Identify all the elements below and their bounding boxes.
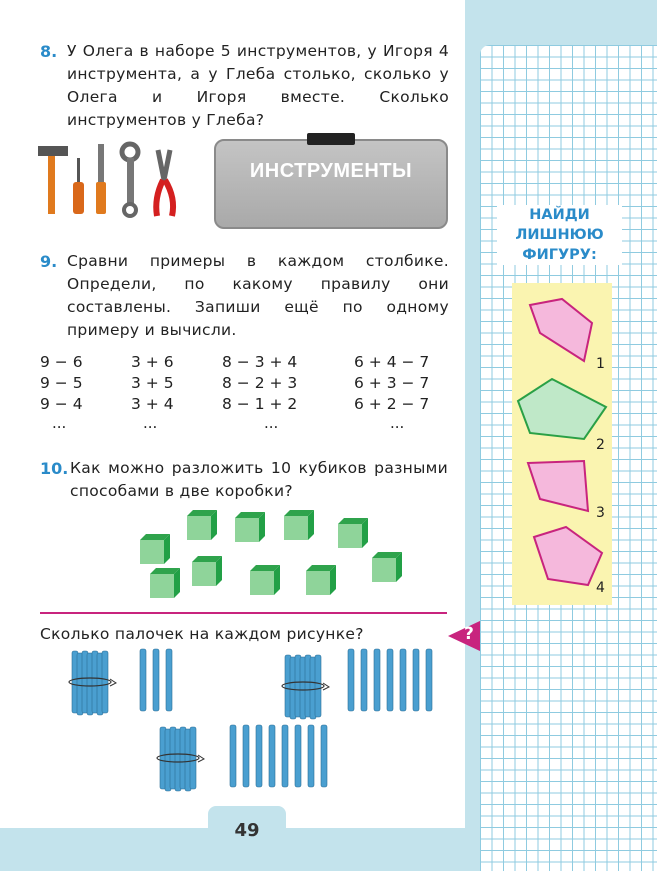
cube-icon <box>187 510 217 540</box>
stick-bundle-icon <box>282 655 329 719</box>
tools-box-label: ИНСТРУМЕНТЫ <box>249 160 413 182</box>
stick-icon <box>166 649 172 711</box>
cube-icon <box>338 518 368 548</box>
expression: 3 + 5 <box>131 374 174 392</box>
task-10-text: Как можно разложить 10 кубиков разными способами в две коробки? <box>70 459 448 500</box>
figure-shape-icon <box>534 527 602 585</box>
stick-icon <box>140 649 146 711</box>
stick-bundle-icon <box>69 651 116 715</box>
expression: 6 + 2 − 7 <box>354 395 430 413</box>
expression: 8 − 1 + 2 <box>222 395 298 413</box>
task-8-number: 8. <box>40 42 58 61</box>
sticks-question: Сколько палочек на каждом рисунке? <box>40 625 364 643</box>
figure-label: 4 <box>596 580 605 596</box>
sidebar-title-line: НАЙДИ <box>529 207 590 223</box>
stick-icon <box>243 725 249 787</box>
task-10-number: 10. <box>40 459 69 478</box>
wrench-icon <box>122 144 138 216</box>
stick-icon <box>361 649 367 711</box>
figure-shape-icon <box>530 299 592 361</box>
expression: 3 + 4 <box>131 395 174 413</box>
expression-ellipsis: ... <box>390 414 405 432</box>
cube-icon <box>150 568 180 598</box>
sticks-illustration <box>60 645 450 800</box>
cube-icon <box>140 534 170 564</box>
cube-icon <box>235 512 265 542</box>
expression-ellipsis: ... <box>264 414 279 432</box>
stick-icon <box>282 725 288 787</box>
stick-icon <box>374 649 380 711</box>
stick-icon <box>426 649 432 711</box>
cubes-illustration <box>130 500 410 600</box>
stick-icon <box>413 649 419 711</box>
figure-shape-icon <box>528 461 588 511</box>
expression: 8 − 2 + 3 <box>222 374 298 392</box>
stick-icon <box>295 725 301 787</box>
stick-icon <box>400 649 406 711</box>
sidebar-title <box>497 205 622 265</box>
stick-icon <box>348 649 354 711</box>
cube-icon <box>250 565 280 595</box>
expression: 8 − 3 + 4 <box>222 353 298 371</box>
stick-icon <box>387 649 393 711</box>
pliers-icon <box>156 150 173 216</box>
stick-icon <box>321 725 327 787</box>
figure-label: 3 <box>596 505 605 521</box>
tools-illustration <box>36 140 186 220</box>
screwdriver-icon <box>73 158 84 214</box>
expression: 9 − 5 <box>40 374 83 392</box>
question-mark-icon: ? <box>464 624 474 644</box>
cube-icon <box>372 552 402 582</box>
stick-icon <box>256 725 262 787</box>
figure-label: 1 <box>596 356 605 372</box>
cube-icon <box>306 565 336 595</box>
stick-icon <box>308 725 314 787</box>
expression: 9 − 4 <box>40 395 83 413</box>
sidebar-title-line: ЛИШНЮЮ <box>515 227 604 243</box>
file-icon <box>96 144 106 214</box>
hammer-icon <box>38 146 68 214</box>
tools-box-handle <box>307 133 355 145</box>
expression: 6 + 4 − 7 <box>354 353 430 371</box>
figure-label: 2 <box>596 437 605 453</box>
stick-icon <box>230 725 236 787</box>
expression: 6 + 3 − 7 <box>354 374 430 392</box>
expression: 9 − 6 <box>40 353 83 371</box>
cube-icon <box>284 510 314 540</box>
cube-icon <box>192 556 222 586</box>
stick-icon <box>269 725 275 787</box>
stick-icon <box>153 649 159 711</box>
task-8-text: У Олега в наборе 5 инструментов, у Игоря 4 инструмента, а у Глеба столько, сколько у Олега и Игоря вместе. Сколько инструментов у Глеба? <box>67 42 449 129</box>
stick-bundle-icon <box>157 727 204 791</box>
expression-ellipsis: ... <box>52 414 67 432</box>
section-divider <box>40 612 447 614</box>
expression-ellipsis: ... <box>143 414 158 432</box>
task-9-number: 9. <box>40 252 58 271</box>
page-number: 49 <box>234 820 260 841</box>
sidebar-title-line: ФИГУРУ: <box>522 247 597 263</box>
tools-box <box>214 139 448 229</box>
figure-shape-icon <box>518 379 606 439</box>
expression: 3 + 6 <box>131 353 174 371</box>
task-9-text: Сравни примеры в каждом столбике. Определи, по какому правилу они составлены. Запиши ещё по одному примеру и вычисли. <box>67 252 449 339</box>
